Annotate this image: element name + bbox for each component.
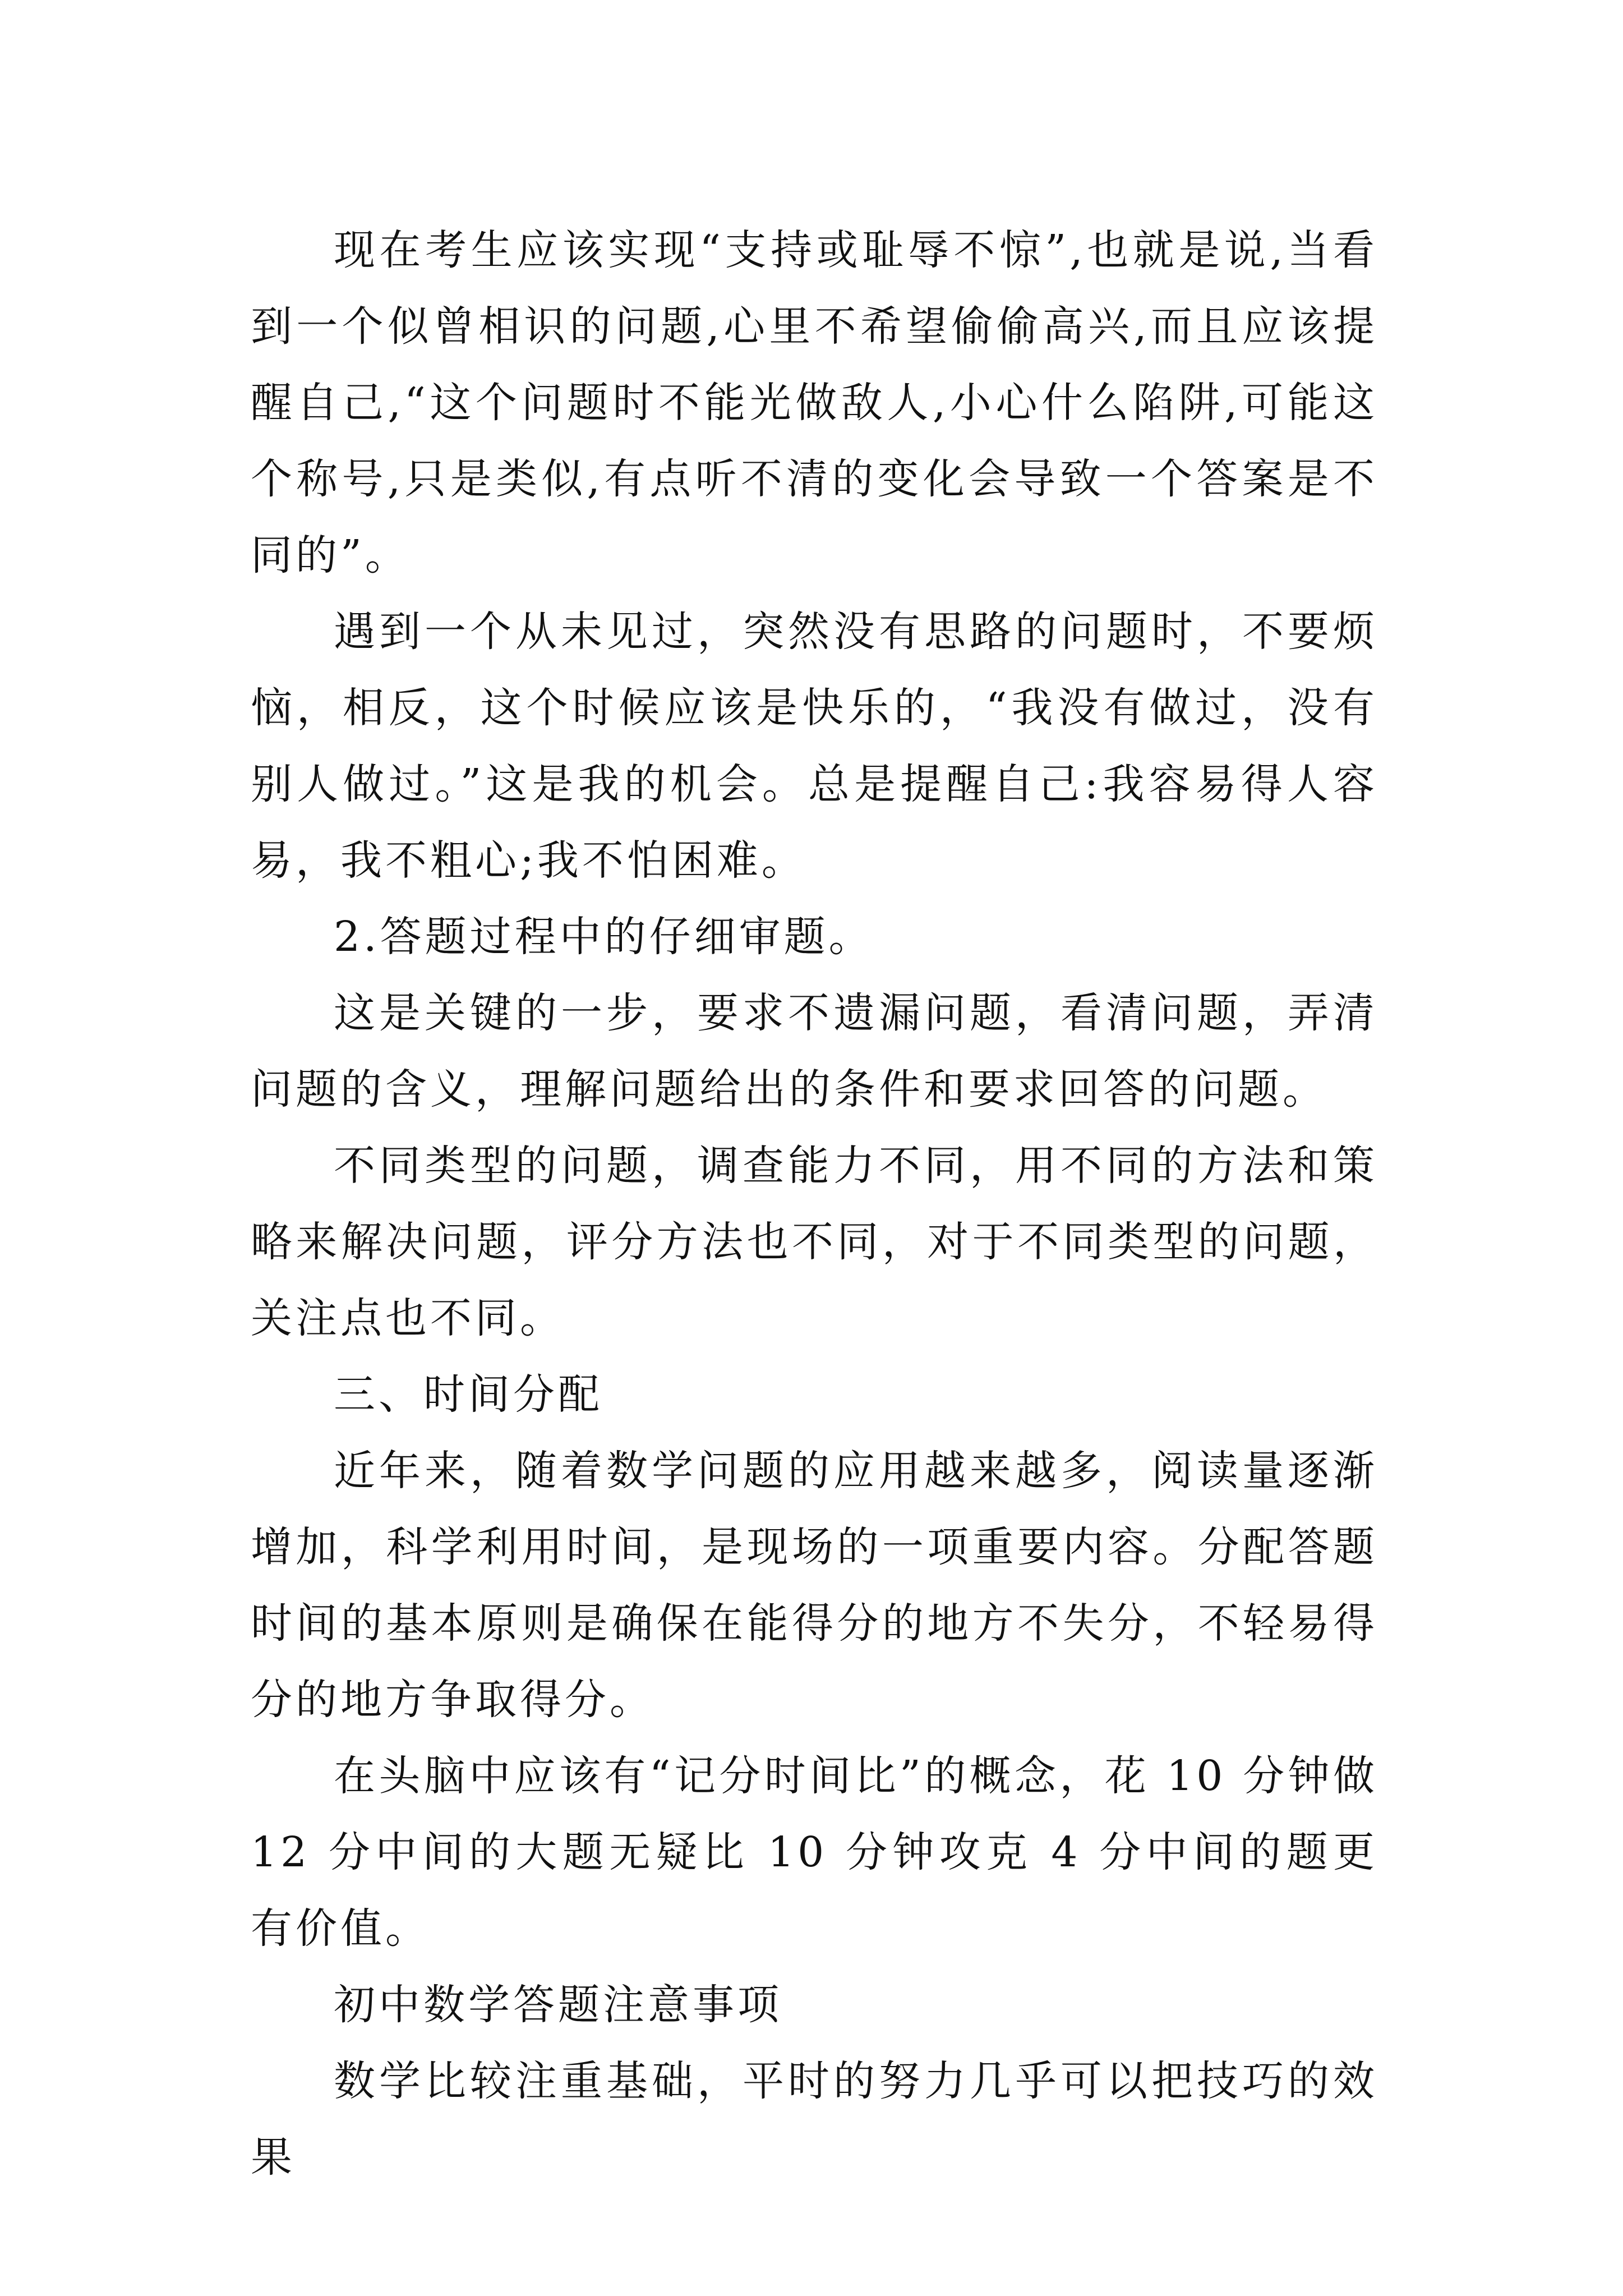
document-body	[251, 212, 1378, 2196]
paragraph-basics: 数学比较注重基础，平时的努力几乎可以把技巧的效果	[251, 2057, 1378, 2182]
section-heading-careful-reading: 2.答题过程中的仔细审题。	[334, 913, 874, 961]
paragraph-time-principle: 近年来，随着数学问题的应用越来越多，阅读量逐渐增加，科学利用时间，是现场的一项重要内容。分配答题时间的基本原则是确保在能得分的地方不失分，不轻易得分的地方争取得分。	[251, 1447, 1378, 1724]
section-heading-time-allocation: 三、时间分配	[334, 1370, 603, 1419]
paragraph-key-step: 这是关键的一步，要求不遗漏问题，看清问题，弄清问题的含义，理解问题给出的条件和要求回答的问题。	[251, 989, 1378, 1114]
section-heading-notes: 初中数学答题注意事项	[334, 1981, 782, 2029]
paragraph-unfamiliar-question: 遇到一个从未见过，突然没有思路的问题时，不要烦恼，相反，这个时候应该是快乐的，“我没有做过，没有别人做过。”这是我的机会。总是提醒自己:我容易得人容易，我不粗心;我不怕困难。	[251, 608, 1378, 885]
paragraph-score-time-ratio: 在头脑中应该有“记分时间比”的概念，花 10 分钟做 12 分中间的大题无疑比 10 分钟攻克 4 分中间的题更有价值。	[251, 1752, 1378, 1953]
paragraph-exam-mindset: 现在考生应该实现“支持或耻辱不惊”,也就是说,当看到一个似曾相识的问题,心里不希望偷偷高兴,而且应该提醒自己,“这个问题时不能光做敌人,小心什么陷阱,可能这个称号,只是类似,有点听不清的变化会导致一个答案是不同的”。	[251, 226, 1378, 579]
paragraph-question-types: 不同类型的问题，调查能力不同，用不同的方法和策略来解决问题，评分方法也不同，对于不同类型的问题，关注点也不同。	[251, 1142, 1378, 1342]
